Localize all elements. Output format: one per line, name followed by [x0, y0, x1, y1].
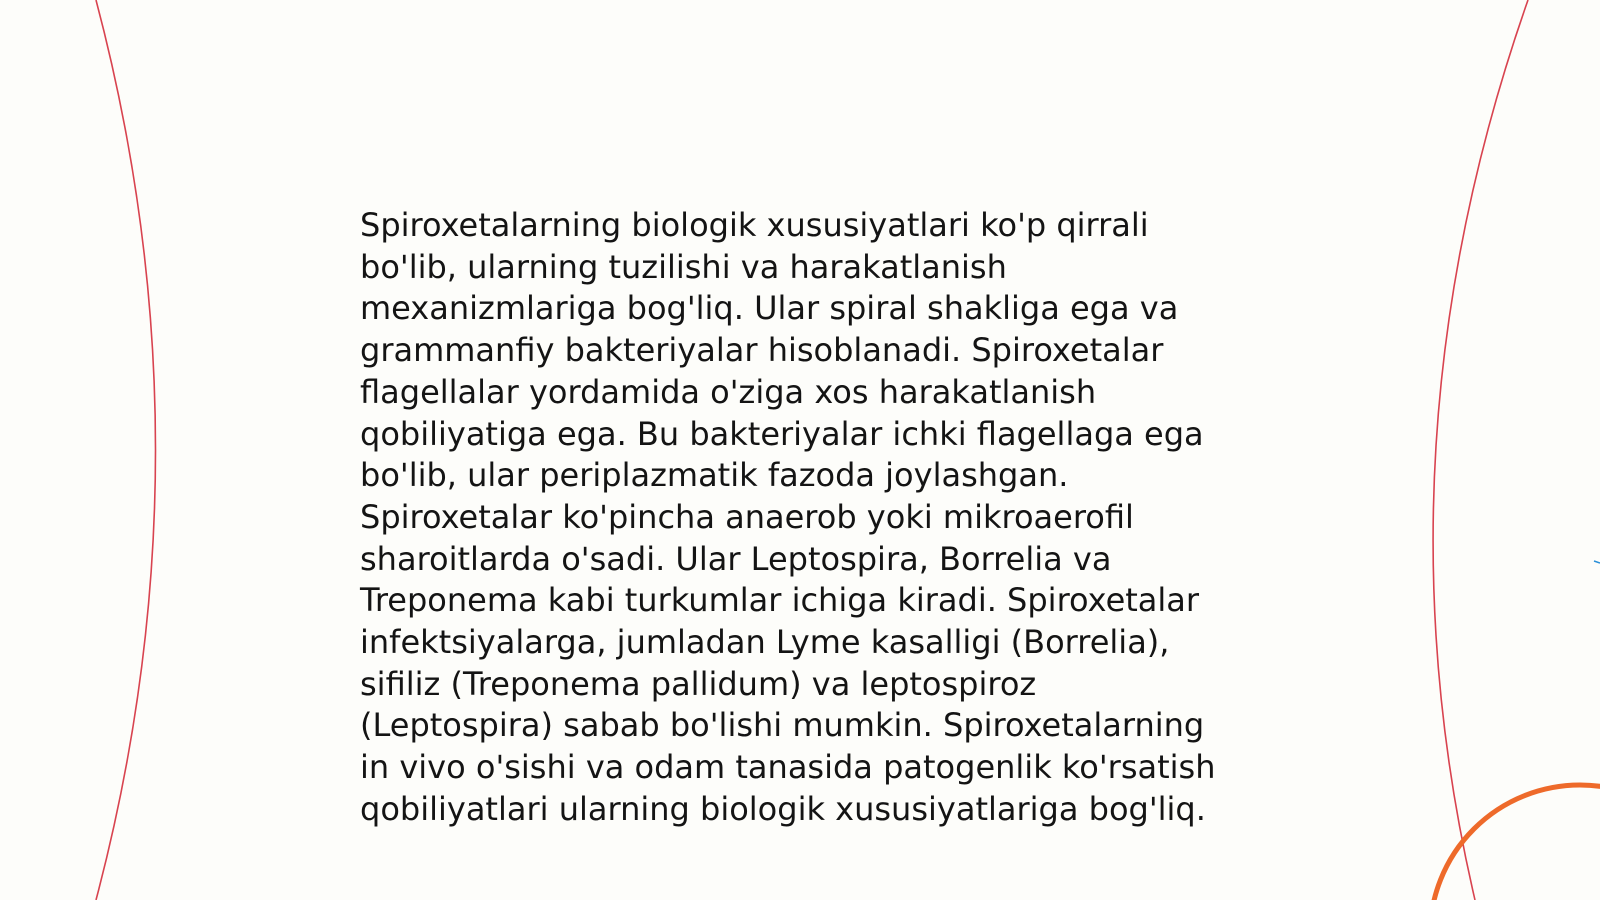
body-line: sifiliz (Treponema pallidum) va leptospiroz: [360, 664, 1037, 703]
left-arc-line: [96, 0, 156, 900]
body-line: Treponema kabi turkumlar ichiga kiradi. Spiroxetalar: [360, 581, 1200, 620]
body-line: sharoitlarda o'sadi. Ular Leptospira, Borrelia va: [360, 539, 1112, 578]
body-line: Spiroxetalar ko'pincha anaerob yoki mikroaerofil: [360, 497, 1134, 536]
body-line: infektsiyalarga, jumladan Lyme kasalligi (Borrelia),: [360, 623, 1170, 662]
body-line: Spiroxetalarning biologik xususiyatlari ko'p qirrali: [360, 206, 1149, 244]
body-line: in vivo o'sishi va odam tanasida patogenlik ko'rsatish: [360, 748, 1216, 787]
blue-tick-accent: [1594, 561, 1600, 563]
slide-body-text: [360, 205, 1240, 831]
body-line: flagellalar yordamida o'ziga xos harakatlanish: [360, 372, 1097, 411]
body-line: (Leptospira) sabab bo'lishi mumkin. Spiroxetalarning: [360, 706, 1205, 745]
body-line: qobiliyatiga ega. Bu bakteriyalar ichki flagellaga ega: [360, 414, 1204, 453]
body-line: qobiliyatlari ularning biologik xususiyatlariga bog'liq.: [360, 789, 1206, 828]
body-line: bo'lib, ularning tuzilishi va harakatlanish: [360, 247, 1007, 286]
body-line: grammanfiy bakteriyalar hisoblanadi. Spiroxetalar: [360, 331, 1164, 370]
body-line: mexanizmlariga bog'liq. Ular spiral shakliga ega va: [360, 289, 1179, 328]
right-arc-line: [1433, 0, 1528, 900]
body-line: bo'lib, ular periplazmatik fazoda joylashgan.: [360, 456, 1069, 495]
